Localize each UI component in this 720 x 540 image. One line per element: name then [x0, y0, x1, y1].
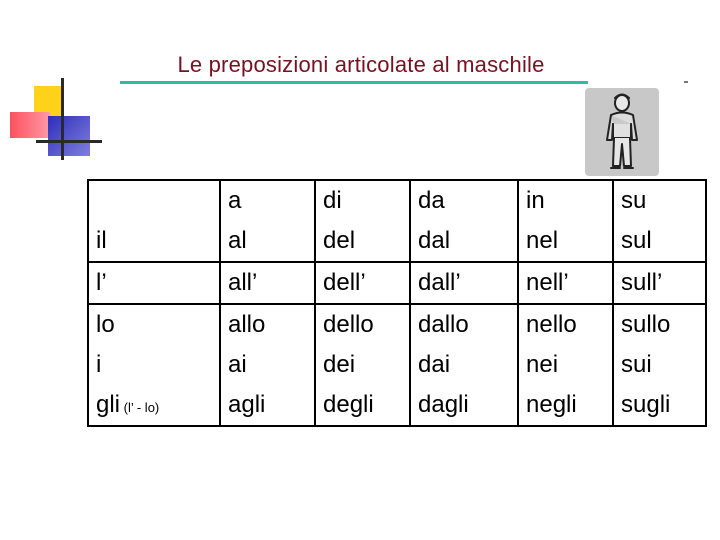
prepositions-table — [87, 179, 707, 427]
logo-horizontal-line — [36, 140, 102, 143]
preposition-cell — [410, 304, 518, 426]
preposition-cell — [410, 262, 518, 304]
cell-text: dai — [418, 351, 451, 378]
cell-text: nell’ — [526, 269, 569, 296]
preposition-text — [418, 305, 517, 345]
cell-text: il — [96, 227, 107, 254]
preposition-cell — [220, 304, 315, 426]
logo-blue-square — [48, 116, 90, 156]
cell-text: agli — [228, 391, 266, 418]
cell-text: in — [526, 187, 545, 214]
preposition-text — [621, 263, 705, 303]
cell-text: sull’ — [621, 269, 663, 296]
preposition-cell — [410, 180, 518, 262]
preposition-text — [526, 345, 612, 385]
cell-text: dello — [323, 311, 374, 338]
preposition-text — [323, 385, 409, 425]
cell-text: di — [323, 187, 342, 214]
table-row — [88, 262, 706, 304]
preposition-cell — [613, 180, 706, 262]
preposition-cell — [220, 262, 315, 304]
preposition-text — [526, 181, 612, 221]
cell-text: al — [228, 227, 247, 254]
preposition-text — [228, 305, 314, 345]
cell-text: lo — [96, 311, 115, 338]
preposition-text — [418, 385, 517, 425]
cell-text: degli — [323, 391, 374, 418]
cell-text: dallo — [418, 311, 469, 338]
cell-text: sullo — [621, 311, 671, 338]
preposition-text — [228, 263, 314, 303]
cell-text: dagli — [418, 391, 469, 418]
article-text — [96, 305, 219, 345]
preposition-text — [621, 221, 705, 261]
preposition-cell — [518, 180, 613, 262]
preposition-cell — [315, 180, 410, 262]
preposition-text — [418, 263, 517, 303]
preposition-text — [418, 221, 517, 261]
preposition-text — [621, 345, 705, 385]
preposition-text — [526, 385, 612, 425]
preposition-text — [323, 263, 409, 303]
title-underline — [120, 81, 588, 84]
preposition-text — [526, 221, 612, 261]
cell-text: all’ — [228, 269, 258, 296]
cell-text: dal — [418, 227, 451, 254]
cell-text: nei — [526, 351, 559, 378]
cell-text: nel — [526, 227, 559, 254]
article-text — [96, 385, 219, 425]
preposition-text — [323, 345, 409, 385]
cell-text: dall’ — [418, 269, 461, 296]
logo-vertical-line — [61, 78, 64, 160]
preposition-text — [526, 263, 612, 303]
cell-text: sui — [621, 351, 652, 378]
preposition-text — [228, 385, 314, 425]
cell-text: a — [228, 187, 242, 214]
article-text — [96, 221, 219, 261]
cell-text: allo — [228, 311, 266, 338]
preposition-cell — [518, 304, 613, 426]
preposition-text — [526, 305, 612, 345]
preposition-cell — [613, 262, 706, 304]
article-text — [96, 181, 219, 221]
page-title: Le preposizioni articolate al maschile — [177, 52, 545, 77]
cell-text: dell’ — [323, 269, 366, 296]
cell-text: gli — [96, 391, 121, 418]
article-note: (l’ - lo) — [120, 400, 160, 415]
article-cell — [88, 304, 220, 426]
preposition-cell — [315, 304, 410, 426]
cell-text: su — [621, 187, 647, 214]
preposition-text — [228, 181, 314, 221]
table-row — [88, 180, 706, 262]
article-cell — [88, 180, 220, 262]
article-cell — [88, 262, 220, 304]
cell-text: da — [418, 187, 445, 214]
cell-text: sugli — [621, 391, 671, 418]
preposition-cell — [220, 180, 315, 262]
cell-text: sul — [621, 227, 652, 254]
preposition-cell — [315, 262, 410, 304]
cell-text: nello — [526, 311, 577, 338]
table-row — [88, 304, 706, 426]
preposition-text — [418, 345, 517, 385]
preposition-cell — [518, 262, 613, 304]
corner-mark — [684, 81, 688, 83]
colored-squares-logo-icon — [8, 76, 103, 166]
cell-text: dei — [323, 351, 356, 378]
preposition-cell — [613, 304, 706, 426]
cell-text: negli — [526, 391, 577, 418]
preposition-text — [228, 345, 314, 385]
preposition-text — [418, 181, 517, 221]
preposition-text — [323, 305, 409, 345]
cell-text: ai — [228, 351, 247, 378]
logo-red-square — [10, 112, 50, 138]
article-text — [96, 345, 219, 385]
preposition-text — [228, 221, 314, 261]
article-text — [96, 263, 219, 303]
person-clipart-icon — [585, 88, 659, 176]
cell-text: del — [323, 227, 356, 254]
cell-text: i — [96, 351, 102, 378]
preposition-text — [323, 221, 409, 261]
preposition-text — [621, 305, 705, 345]
preposition-text — [621, 181, 705, 221]
cell-text: l’ — [96, 269, 107, 296]
preposition-text — [621, 385, 705, 425]
preposition-text — [323, 181, 409, 221]
